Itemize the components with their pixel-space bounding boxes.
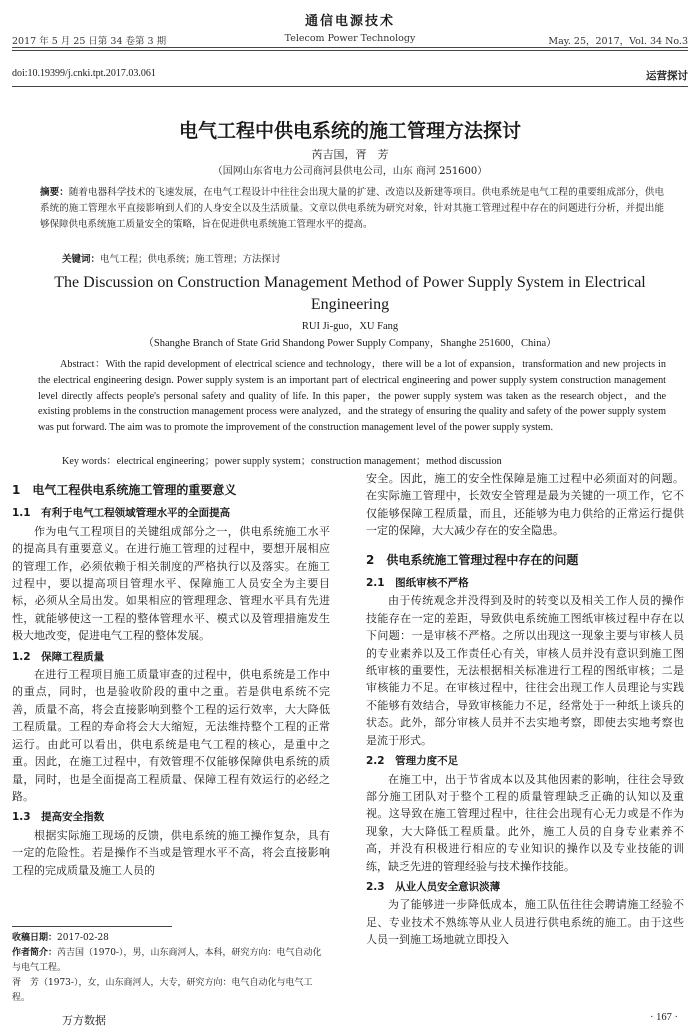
footnote-rule — [12, 926, 172, 927]
article-title-en: The Discussion on Construction Management Method of Power Supply System in Electrical Engineering — [54, 274, 646, 313]
continued-text: 安全。因此，施工的安全性保障是施工过程中必须面对的问题。在实际施工管理中，长效安全管理是最为关键的一项工作，它不仅能够保障工程质量，而且，还能够为电力供给的正常运行提供一定的保障，大大减少存在的安全隐患。 — [366, 472, 684, 538]
watermark-text: 万方数据 — [62, 1014, 106, 1027]
abstract-cn — [40, 185, 664, 233]
affiliation-cn: （国网山东省电力公司商河县供电公司，山东 商河 251600） — [212, 166, 488, 177]
header-rule-2 — [12, 50, 688, 51]
doi-rule — [12, 86, 688, 87]
authors-en: RUI Ji-guo，XU Fang — [301, 321, 399, 332]
author-bio-label: 作者简介： — [12, 948, 58, 958]
abstract-cn-text: 随着电器科学技术的飞速发展，在电气工程设计中往往会出现大量的扩建、改造以及新建等项目。供电系统是电气工程的重要组成部分，供电系统的施工管理水平直接影响到人们的人身安全以及生活质量。文章以供电系统为研究对象，针对其施工管理过程中存在的问题进行分析，并提出能够保障供电系统施工质量安全的策略，旨在促进供电系统施工管理水平的提高。 — [40, 187, 664, 230]
authors-cn: 芮吉国，胥 芳 — [311, 148, 389, 161]
section-1-2-heading: 1.2 保障工程质量 — [12, 650, 105, 663]
keywords-cn — [62, 251, 662, 265]
author-bio-2: 胥 芳（1973-），女，山东商河人，大专，研究方向：电气自动化与电气工程。 — [12, 978, 313, 1003]
footnotes — [12, 931, 330, 1006]
abstract-cn-label: 摘要： — [40, 187, 69, 198]
author-bio-1-text: 芮吉国（1970-），男，山东商河人，本科，研究方向：电气自动化与电气工程。 — [12, 948, 322, 973]
received-label: 收稿日期： — [12, 933, 58, 943]
section-2-2-text: 在施工中，出于节省成本以及其他因素的影响，往往会导致部分施工团队对于整个工程的质量管理缺乏正确的认知以及重视。这导致在施工管理过程中，往往会出现有心无力或是不作为现象，大大降低工程质量。此外，施工人员的自身专业素养不高，并没有积极进行相应的专业知识的操作以及专业技能的训练，缺乏先进的管理经验与技术操作技能。 — [366, 772, 684, 873]
left-column — [12, 470, 330, 879]
author-bio-1 — [12, 946, 330, 976]
header-rule — [12, 47, 688, 48]
page-number: · 167 · — [650, 1012, 678, 1023]
header-issue: 2017 年 5 月 25 日第 34 卷第 3 期 — [12, 36, 167, 47]
section-2-2-heading: 2.2 管理力度不足 — [366, 755, 459, 768]
section-2-1-heading: 2.1 图纸审核不严格 — [366, 577, 469, 590]
keywords-cn-label: 关键词： — [62, 254, 101, 265]
section-1-2-text: 在进行工程项目施工质量审查的过程中，供电系统是工作中的重点，同时，也是验收阶段的重中之重。若是供电系统不完善，质量不高，将会直接影响到整个工程的运行效率，大大降低工程质量。工程的寿命将会大大缩短，无法维持整个工程的正常运行。由此可以看出，供电系统是电气工程的核心，是重中之重。因此，在施工过程中，有效管理不仅能够保障供电系统的质量，同时，也是全面提高工程质量、保障工程有效运行的必经之路。 — [12, 668, 330, 803]
section-2-3-heading: 2.3 从业人员安全意识淡薄 — [366, 880, 501, 893]
section-2-1-text: 由于传统观念并没得到及时的转变以及相关工作人员的操作技能存在一定的差距，导致供电系统施工图纸审核过程中存在以下问题：一是审核不严格。之所以出现这一现象主要与审核人员的专业素养以及工作责任心有关，审核人员并没有意识到施工图纸审核的重要性，无法根据相关标准进行工程的图纸审核；二是审核能力不足。在审核过程中，往往会出现工作人员理论与实践不能够有效结合，导致审核能力不足，经常处于一种纸上谈兵的状态。此外，部分审核人员并不去实地考察，即使去实地考察也是流于形式。 — [366, 594, 684, 747]
received-value: 2017-02-28 — [57, 933, 109, 943]
section-1-heading: 1 电气工程供电系统施工管理的重要意义 — [12, 483, 237, 497]
doi: doi:10.19399/j.cnki.tpt.2017.03.061 — [12, 68, 156, 79]
section-1-3-text: 根据实际施工现场的反馈，供电系统的施工操作复杂，具有一定的危险性。若是操作不当或是管理水平不高，将会直接影响工程的完成质量及施工人员的 — [12, 828, 330, 877]
journal-logo: 通信电源技术 — [304, 14, 395, 29]
header-date: May. 25，2017，Vol. 34 No.3 — [548, 36, 688, 47]
received-date — [12, 931, 330, 946]
article-title-cn: 电气工程中供电系统的施工管理方法探讨 — [178, 120, 521, 142]
section-1-1-heading: 1.1 有利于电气工程领域管理水平的全面提高 — [12, 507, 231, 520]
column-tag: 运营探讨 — [646, 70, 688, 82]
keywords-cn-text: 电气工程；供电系统；施工管理；方法探讨 — [100, 254, 281, 265]
section-1-1-text: 作为电气工程项目的关键组成部分之一，供电系统施工水平的提高具有重要意义。在进行施工管理的过程中，要想开展相应的管理工作，必须依赖于相关制度的严格执行以及落实。在施工过程中，要以提高项目管理水平、保障施工人员安全为主要目标，必须从全局出发。如果相应的管理理念、管理水平具有先进性，就能够使这一工程的整体管理水平、模式以及管理措施发生极大地改变，促进电气工程的整体发展。 — [12, 524, 330, 643]
section-1-3-heading: 1.3 提高安全指数 — [12, 811, 105, 824]
right-column — [366, 470, 684, 949]
section-2-heading: 2 供电系统施工管理过程中存在的问题 — [366, 552, 579, 567]
section-2-3-text: 为了能够进一步降低成本，施工队伍往往会聘请施工经验不足、专业技术不熟练等从业人员进行供电系统的施工。由于这些人员一到施工场地就立即投入 — [366, 898, 684, 947]
header-journal-en: Telecom Power Technology — [284, 33, 416, 44]
affiliation-en: （Shanghe Branch of State Grid Shandong Power Supply Company，Shanghe 251600，China） — [143, 338, 557, 349]
abstract-en: Abstract：With the rapid development of electrical science and technology，there will be a lot of expansion，transformation and new projects in the electrical engineering design. Power supply system is an important part of electrical engineering and power supply system construction management level directly affects people's personal safety and quality of life. In this paper，the power supply system was taken as the research object，and the existing problems in the construction management process were analyzed，and the strategy of ensuring the quality and safety of the power supply system was put forward. The aim was to promote the improvement of the construction management level of the power supply system. — [38, 359, 666, 434]
keywords-en: Key words：electrical engineering；power supply system；construction management；method discussion — [62, 456, 502, 467]
